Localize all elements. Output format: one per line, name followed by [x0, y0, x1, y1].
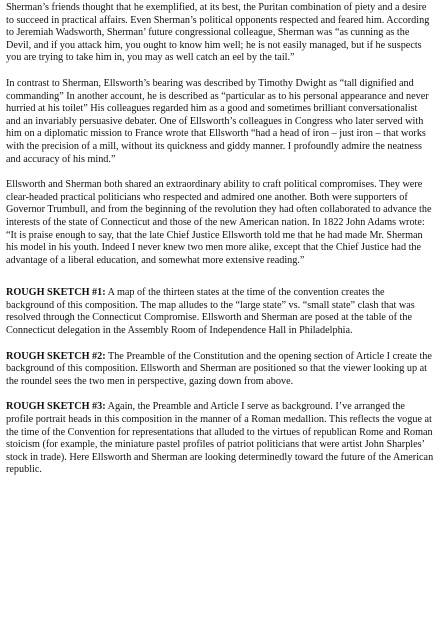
sketch-1-text: A map of the thirteen states at the time of the convention creates the background of this composition. The map alludes to the “large state” vs. “small state” clash that was resolved through the Connecticut Compromise. Ellsworth and Sherman are posed at the table of the Connecticut delegation in the Assembly Room of Independence Hall in Philadelphia.: [6, 287, 415, 337]
sketch-1-label: ROUGH SKETCH #1:: [6, 287, 106, 299]
paragraph-ellsworth: In contrast to Sherman, Ellsworth’s bearing was described by Timothy Dwight as “tall dignified and commanding” In another account, he is described as “particular as to his personal appearance and never hurried at his toilet” His colleagues regarded him as a good and sometimes brilliant conversationalist and an invariably persuasive debater. One of Ellsworth’s colleagues in Congress who later served with him on a diplomatic mission to France wrote that Ellsworth “had a head of iron – just iron – that works with the precision of a mill, without its quickness and giddy manner. I profoundly admire the neatness and accuracy of his mind.”: [6, 77, 429, 165]
paragraph-sherman: Sherman’s friends thought that he exemplified, at its best, the Puritan combination of piety and a desire to succeed in practical affairs. Even Sherman’s political opponents respected and feared him. According to Jeremiah Wadsworth, Sherman’ future congressional colleague, Sherman was “as cunning as the Devil, and if you attack him, you ought to know him well; he is not easily managed, but if he suspects you are trying to take him in, you may as well catch an eel by the tail.”: [6, 2, 430, 64]
sketch-1: [6, 287, 434, 337]
sketch-2-label: ROUGH SKETCH #2:: [6, 350, 106, 362]
sketch-2-text: The Preamble of the Constitution and the opening section of Article I create the background of this composition. Ellsworth and Sherman are positioned so that the viewer looking up at the roundel sees the two men in perspective, gazing down from above.: [6, 350, 432, 387]
sketch-3-text: Again, the Preamble and Article I serve as background. I’ve arranged the profile portrait heads in this composition in the manner of a Roman medallion. This reflects the vogue at the time of the Convention for representations that alluded to the virtues of republican Rome and Roman stoicism (for example, the miniature pastel profiles of patriot politicians that were artist John Sharples’ stock in trade). Here Ellsworth and Sherman are looking determinedly toward the future of the American republic.: [6, 401, 434, 476]
sketch-2: [6, 351, 434, 389]
paragraph-compromise: Ellsworth and Sherman both shared an extraordinary ability to craft political compromises. They were clear-headed practical politicians who respected and admired one another. Both were supporters of Governor Trumbull, and from the beginning of the revolution they had often collaborated to advance the interests of the state of Connecticut and those of the new American nation. In 1822 John Adams wrote: “It is praise enough to say, that the late Chief Justice Ellsworth told me that he had made Mr. Sherman his model in his youth. Indeed I never knew two men more alike, except that the Chief Justice had the advantage of a liberal education, and somewhat more extensive reading.”: [6, 179, 432, 266]
sketch-3: [6, 401, 434, 477]
sketch-3-label: ROUGH SKETCH #3:: [6, 401, 106, 413]
